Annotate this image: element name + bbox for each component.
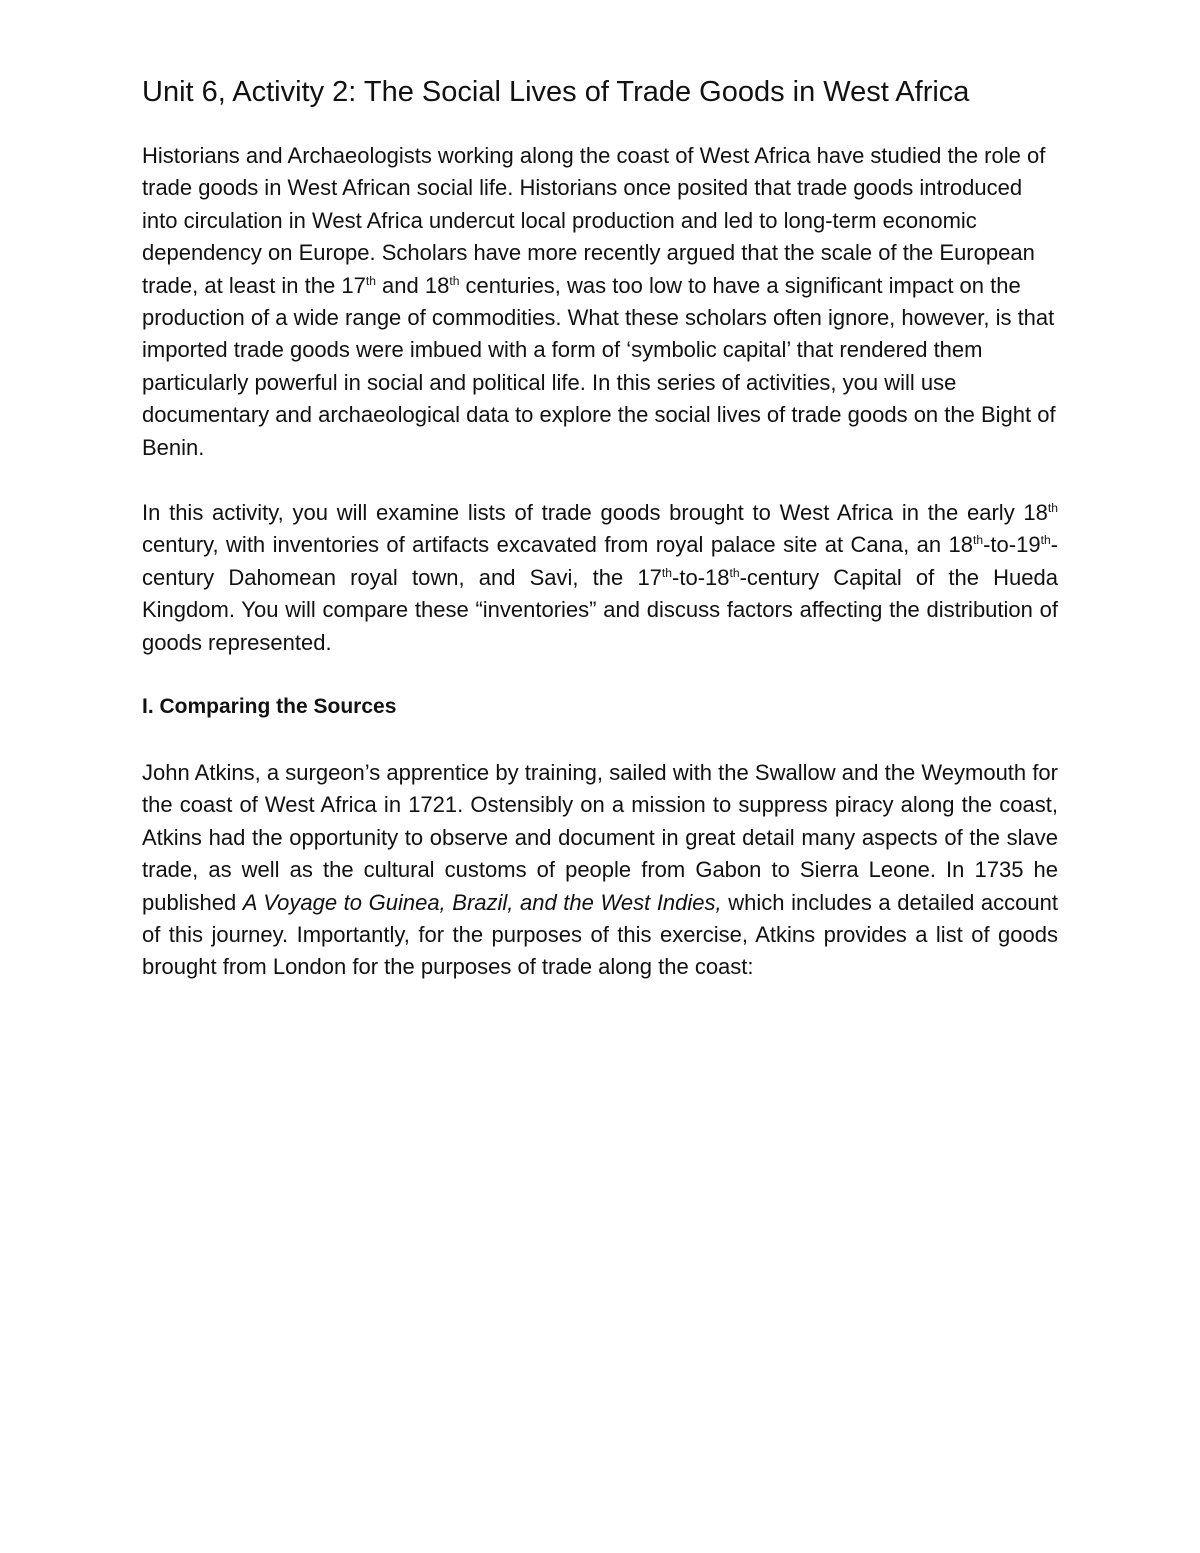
intro-text-1: Historians and Archaeologists working along the coast of West Africa have studied the role of trade goods in West African social life. Historians once posited that trade goods introduced into circulation in West Africa undercut local production and led to long-term economic dependency on Europe. Scholars have more recently argued that the scale of the European trade, at least in the 17: [142, 143, 1046, 298]
page-title: Unit 6, Activity 2: The Social Lives of Trade Goods in West Africa: [142, 76, 970, 108]
intro-text-2: and 18: [375, 272, 450, 298]
ordinal-suffix: th: [1047, 501, 1058, 516]
activity-text-3: -to-19: [983, 532, 1041, 558]
atkins-text-2: which includes a detailed account of this journey. Importantly, for the purposes of this exercise, Atkins provides a list of goods brought from London for the purposes of trade along the coast:: [142, 889, 1058, 980]
intro-paragraph: [142, 140, 1058, 464]
book-title: A Voyage to Guinea, Brazil, and the West Indies,: [242, 889, 722, 915]
activity-text-1: In this activity, you will examine lists of trade goods brought to West Africa in the early 18: [142, 500, 1048, 525]
section-heading: I. Comparing the Sources: [142, 695, 397, 718]
ordinal-suffix: th: [449, 273, 460, 288]
activity-paragraph: [142, 497, 1058, 659]
activity-text-5: -to-18: [672, 564, 730, 590]
ordinal-suffix: th: [1040, 533, 1051, 548]
activity-text-2: century, with inventories of artifacts excavated from royal palace site at Cana, an 18: [142, 532, 973, 558]
ordinal-suffix: th: [365, 273, 376, 288]
atkins-text-1: John Atkins, a surgeon’s apprentice by training, sailed with the Swallow and the Weymouth for the coast of West Africa in 1721. Ostensibly on a mission to suppress piracy along the coast, Atkins had the opportunity to observe and document in great detail many aspects of the slave trade, as well as the cultural customs of people from Gabon to Sierra Leone. In 1735 he published: [142, 760, 1058, 915]
activity-text-4: -century Dahomean royal town, and Savi, the 17: [142, 532, 1058, 590]
ordinal-suffix: th: [729, 565, 740, 580]
activity-text-6: -century Capital of the Hueda Kingdom. You will compare these “inventories” and discuss factors affecting the distribution of goods represented.: [142, 564, 1058, 655]
atkins-paragraph: [142, 757, 1058, 984]
ordinal-suffix: th: [661, 565, 673, 580]
ordinal-suffix: th: [973, 533, 984, 548]
intro-text-3: centuries, was too low to have a significant impact on the production of a wide range of commodities. What these scholars often ignore, however, is that imported trade goods were imbued with a form of ‘symbolic capital’ that rendered them particularly powerful in social and political life. In this series of activities, you will use documentary and archaeological data to explore the social lives of trade goods on the Bight of Benin.: [142, 272, 1056, 460]
